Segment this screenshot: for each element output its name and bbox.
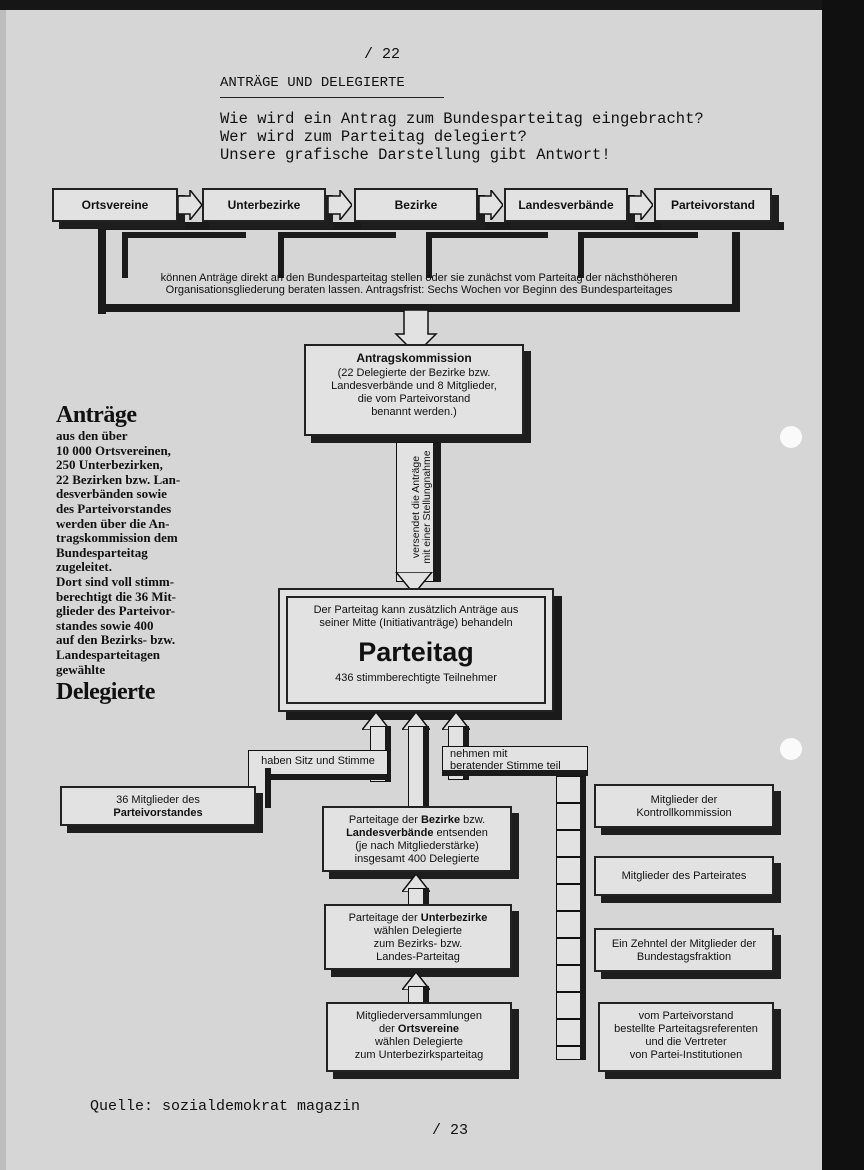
bezirke-line-1: (je nach Mitgliederstärke) bbox=[355, 840, 479, 852]
ortsvereine-bold: Ortsvereine bbox=[397, 1023, 460, 1035]
bezirke-bold-1: Bezirke bbox=[420, 814, 461, 826]
antragskommission-line-1: (22 Delegierte der Bezirke bzw. bbox=[337, 367, 491, 379]
advisory-box-referenten bbox=[598, 1002, 774, 1072]
intro-line-3: Unsere grafische Darstellung gibt Antwort! bbox=[220, 146, 611, 164]
chain-box-landesverbaende: Landesverbände bbox=[504, 188, 628, 222]
center-riser-1 bbox=[408, 726, 429, 816]
label-sitz-stimme: haben Sitz und Stimme bbox=[261, 755, 375, 767]
advisory-box-parteirat bbox=[594, 856, 774, 896]
side-text-line: 22 Bezirken bzw. Lan- bbox=[56, 471, 181, 487]
chain-note-line-2: Organisationsgliederung beraten lassen. Antragsfrist: Sechs Wochen vor Beginn des Bundesparteitages bbox=[165, 284, 673, 296]
advisory-4-line-3: und die Vertreter bbox=[645, 1036, 727, 1048]
bezirke-line-2: insgesamt 400 Delegierte bbox=[354, 853, 480, 865]
side-text bbox=[56, 402, 216, 706]
unterbezirke-line-1: wählen Delegierte bbox=[373, 925, 463, 937]
section-title: ANTRÄGE UND DELEGIERTE bbox=[220, 75, 444, 98]
advisory-box-bundestagsfraktion bbox=[594, 928, 774, 972]
side-text-line: glieder des Parteivor- bbox=[56, 603, 176, 619]
parteitag-participants: 436 stimmberechtigte Teilnehmer bbox=[335, 672, 497, 684]
bezirke-mid: bzw. bbox=[460, 814, 486, 826]
chain-box-ortsvereine: Ortsvereine bbox=[52, 188, 178, 222]
connector-1b bbox=[128, 232, 246, 238]
label-beratend bbox=[450, 748, 586, 772]
scanned-page bbox=[0, 10, 822, 1170]
chain-box-unterbezirke: Unterbezirke bbox=[202, 188, 326, 222]
chain-shadow-bar bbox=[98, 222, 784, 230]
parteitag-inner-frame bbox=[286, 596, 546, 704]
source-credit: Quelle: sozialdemokrat magazin bbox=[90, 1098, 361, 1115]
side-text-line: standes sowie 400 bbox=[56, 617, 154, 633]
intro-line-2: Wer wird zum Parteitag delegiert? bbox=[220, 128, 527, 146]
side-text-line: 10 000 Ortsvereinen, bbox=[56, 442, 171, 458]
antragskommission-line-4: benannt werden.) bbox=[371, 406, 457, 418]
ortsvereine-line-3: zum Unterbezirksparteitag bbox=[354, 1049, 484, 1061]
bezirke-bold-2: Landesverbände bbox=[346, 827, 434, 839]
chain-note bbox=[106, 272, 732, 296]
label-beratend-line-1: nehmen mit bbox=[450, 748, 508, 760]
vorstand-line-2: Parteivorstandes bbox=[113, 807, 203, 819]
parteitag-title: Parteitag bbox=[358, 637, 474, 667]
ortsvereine-pre: der bbox=[378, 1023, 398, 1035]
unterbezirke-pre: Parteitage der bbox=[348, 912, 421, 924]
ortsvereine-line-1: Mitgliederversammlungen bbox=[356, 1010, 482, 1022]
chain-arrow-4 bbox=[629, 190, 653, 220]
chain-arrow-1 bbox=[178, 190, 202, 220]
connector-left bbox=[98, 222, 106, 314]
vertical-label-line-2: mit einer Stellungnahme bbox=[421, 450, 433, 564]
advisory-3-line-1: Ein Zehntel der Mitglieder der bbox=[611, 938, 757, 950]
advisory-2-line-1: Mitglieder des Parteirates bbox=[621, 870, 747, 882]
side-text-line: berechtigt die 36 Mit- bbox=[56, 588, 176, 604]
ortsvereine-line-2: wählen Delegierte bbox=[374, 1036, 464, 1048]
vertical-label bbox=[411, 447, 433, 567]
parteitag-top-line-1: Der Parteitag kann zusätzlich Anträge aus bbox=[313, 604, 519, 616]
unterbezirke-line-3: Landes-Parteitag bbox=[376, 951, 460, 963]
side-text-line: auf den Bezirks- bzw. bbox=[56, 632, 176, 648]
unterbezirke-box bbox=[324, 904, 512, 970]
connector-3b bbox=[432, 232, 548, 238]
ladder-connector bbox=[556, 776, 586, 1060]
connector-2b bbox=[284, 232, 396, 238]
side-text-line: Landesparteitagen bbox=[56, 646, 160, 662]
bezirke-post: entsenden bbox=[433, 827, 488, 839]
parteitag-top-line-2: seiner Mitte (Initiativanträge) behandeln bbox=[319, 617, 513, 629]
advisory-4-line-2: bestellte Parteitagsreferenten bbox=[614, 1023, 758, 1035]
advisory-4-line-1: vom Parteivorstand bbox=[638, 1010, 734, 1022]
side-text-line: desverbänden sowie bbox=[56, 486, 167, 502]
punch-hole-top bbox=[780, 426, 802, 448]
connector-4b bbox=[584, 232, 698, 238]
scanner-dark-band bbox=[822, 0, 864, 1170]
advisory-1-line-1: Mitglieder der bbox=[650, 794, 718, 806]
vorstand-box bbox=[60, 786, 256, 826]
antragskommission-box bbox=[304, 344, 524, 436]
side-text-line: 250 Unterbezirken, bbox=[56, 457, 163, 473]
page-number-top: / 22 bbox=[364, 46, 401, 63]
side-text-lines bbox=[56, 429, 216, 677]
side-text-line: aus den über bbox=[56, 428, 128, 443]
chain-arrow-3 bbox=[479, 190, 503, 220]
side-text-line: tragskommission dem bbox=[56, 530, 178, 546]
side-text-line: Dort sind voll stimm- bbox=[56, 573, 175, 589]
label-beratend-line-2: beratender Stimme teil bbox=[450, 760, 561, 772]
antragskommission-line-2: Landesverbände und 8 Mitglieder, bbox=[331, 380, 497, 392]
page-number-bottom: / 23 bbox=[432, 1122, 469, 1139]
antragskommission-line-3: die vom Parteivorstand bbox=[357, 393, 471, 405]
side-text-line: des Parteivorstandes bbox=[56, 500, 172, 516]
antragskommission-title: Antragskommission bbox=[356, 351, 472, 365]
chain-arrow-2 bbox=[328, 190, 352, 220]
vertical-label-line-1: versendet die Anträge bbox=[410, 455, 422, 559]
bezirke-box bbox=[322, 806, 512, 872]
vorstand-line-1: 36 Mitglieder des bbox=[116, 794, 200, 806]
bezirke-pre: Parteitage der bbox=[348, 814, 421, 826]
advisory-1-line-2: Kontrollkommission bbox=[636, 807, 732, 819]
intro-line-1: Wie wird ein Antrag zum Bundesparteitag eingebracht? bbox=[220, 110, 704, 128]
punch-hole-bottom bbox=[780, 738, 802, 760]
side-heading-delegierte: Delegierte bbox=[56, 679, 155, 706]
side-text-line: Bundesparteitag bbox=[56, 544, 148, 560]
side-text-line: zugeleitet. bbox=[56, 559, 112, 575]
chain-note-line-1: können Anträge direkt an den Bundesparteitag stellen oder sie zunächst vom Parteitag der nächsthöheren bbox=[160, 272, 678, 284]
ortsvereine-box bbox=[326, 1002, 512, 1072]
chain-box-parteivorstand: Parteivorstand bbox=[654, 188, 772, 222]
unterbezirke-bold: Unterbezirke bbox=[420, 912, 488, 924]
side-text-line: werden über die An- bbox=[56, 515, 170, 531]
chain-box-bezirke: Bezirke bbox=[354, 188, 478, 222]
side-text-line: gewählte bbox=[56, 661, 106, 677]
advisory-3-line-2: Bundestagsfraktion bbox=[636, 951, 732, 963]
advisory-box-kontrollkommission bbox=[594, 784, 774, 828]
intro-text bbox=[220, 110, 704, 164]
connector-right bbox=[732, 232, 740, 308]
advisory-4-line-4: von Partei-Institutionen bbox=[629, 1049, 743, 1061]
side-heading-antraege: Anträge bbox=[56, 402, 137, 428]
parteitag-box bbox=[278, 588, 554, 712]
unterbezirke-line-2: zum Bezirks- bzw. bbox=[373, 938, 463, 950]
